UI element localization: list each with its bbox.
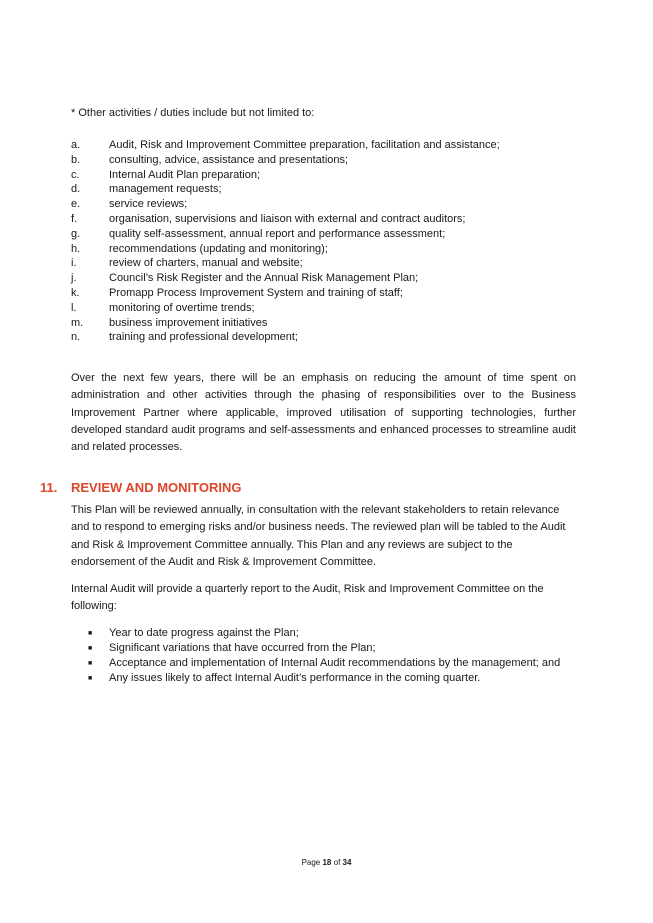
bullet-square-icon: ■ (88, 645, 93, 652)
list-text: Audit, Risk and Improvement Committee preparation, facilitation and assistance; (109, 139, 500, 151)
bullet-text: Year to date progress against the Plan; (109, 627, 299, 639)
list-text: recommendations (updating and monitoring); (109, 242, 328, 255)
list-text: monitoring of overtime trends; (109, 301, 255, 314)
list-text: quality self-assessment, annual report and performance assessment; (109, 227, 446, 240)
list-text: service reviews; (109, 198, 188, 211)
list-letter: g. (71, 227, 81, 240)
list-letter: c. (71, 168, 80, 181)
list-item (71, 153, 591, 168)
list-item (71, 138, 591, 153)
list-text: Internal Audit Plan preparation; (109, 168, 261, 181)
report-bullet-list (88, 626, 560, 686)
list-text: Council’s Risk Register and the Annual Risk Management Plan; (109, 272, 419, 285)
bullet-item (88, 626, 560, 641)
section-title: REVIEW AND MONITORING (71, 480, 242, 495)
bullet-item (88, 641, 560, 656)
bullet-square-icon: ■ (88, 675, 93, 682)
list-letter: j. (71, 272, 77, 285)
list-letter: e. (71, 198, 81, 211)
bullet-item (88, 671, 560, 686)
list-item (71, 271, 591, 286)
list-letter: b. (71, 153, 81, 166)
footer-total-pages: 34 (342, 858, 352, 867)
list-item (71, 168, 591, 183)
activities-list (71, 138, 591, 345)
list-text: organisation, supervisions and liaison with external and contract auditors; (109, 212, 466, 225)
list-item (71, 182, 591, 197)
list-text: business improvement initiatives (109, 316, 268, 329)
list-letter: d. (71, 183, 81, 196)
list-letter: m. (71, 316, 84, 329)
list-text: Promapp Process Improvement System and training of staff; (109, 286, 403, 299)
footer-current-page: 18 (322, 858, 332, 867)
list-letter: f. (71, 212, 78, 225)
list-letter: k. (71, 286, 80, 299)
list-letter: l. (71, 301, 77, 314)
section-heading (40, 480, 241, 495)
bullet-square-icon: ■ (88, 630, 93, 637)
list-item (71, 301, 591, 316)
footer-prefix: Page (301, 858, 321, 867)
list-item (71, 286, 591, 301)
list-text: consulting, advice, assistance and presentations; (109, 153, 349, 166)
list-letter: i. (71, 257, 77, 270)
activities-intro: * Other activities / duties include but not limited to: (71, 107, 315, 119)
bullet-text: Acceptance and implementation of Internal Audit recommendations by the management; and (109, 657, 561, 669)
list-letter: h. (71, 242, 81, 255)
emphasis-paragraph: Over the next few years, there will be an emphasis on reducing the amount of time spent on administration and other activities through the phasing of responsibilities over to the Business Improvement Partner where applicable, improved utilisation of supporting technologies, further developed standard audit programs and self-assessments and enhanced processes to streamline audit and related processes. (71, 372, 576, 454)
list-item (71, 242, 591, 257)
list-item (71, 197, 591, 212)
list-item (71, 316, 591, 331)
list-item (71, 212, 591, 227)
list-text: review of charters, manual and website; (109, 257, 303, 270)
list-letter: a. (71, 139, 81, 151)
bullet-text: Significant variations that have occurred from the Plan; (109, 642, 376, 654)
bullet-square-icon: ■ (88, 660, 93, 667)
footer-of: of (333, 858, 341, 867)
bullet-text: Any issues likely to affect Internal Audit’s performance in the coming quarter. (109, 672, 481, 684)
list-item (71, 330, 591, 345)
bullet-item (88, 656, 560, 671)
list-letter: n. (71, 331, 81, 344)
list-text: training and professional development; (109, 331, 298, 344)
list-text: management requests; (109, 183, 222, 196)
list-item (71, 256, 591, 271)
section-number: 11. (40, 480, 58, 495)
report-paragraph: Internal Audit will provide a quarterly report to the Audit, Risk and Improvement Committee on the following: (71, 583, 544, 613)
review-paragraph: This Plan will be reviewed annually, in consultation with the relevant stakeholders to retain relevance and to respond to emerging risks and/or business needs. The reviewed plan will be tabled to the Audit and Risk & Improvement Committee annually. This Plan and any reviews are subject to the endorsement of the Audit and Risk & Improvement Committee. (71, 504, 566, 568)
page-footer (0, 858, 653, 867)
list-item (71, 227, 591, 242)
